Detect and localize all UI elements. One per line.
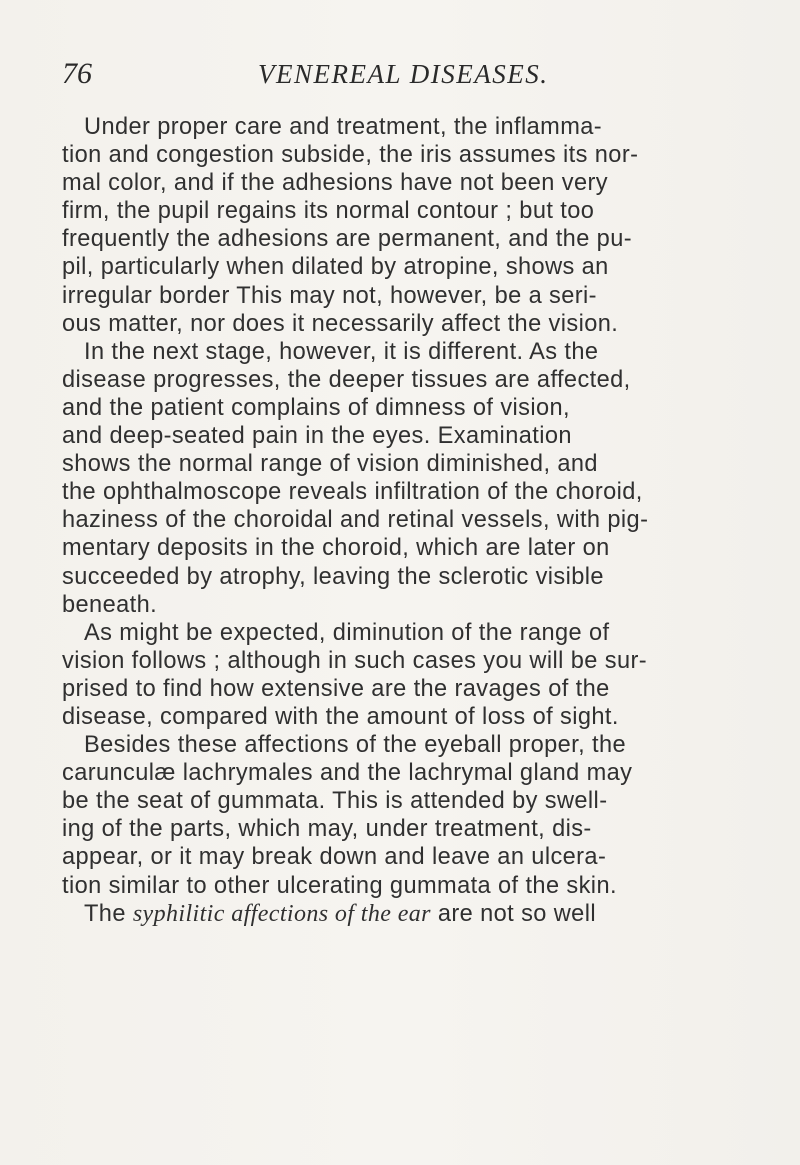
text-line: vision follows ; although in such cases you will be sur-: [62, 647, 647, 674]
text-line: be the seat of gummata. This is attended by swell-: [62, 788, 608, 815]
text-line: ing of the parts, which may, under treatment, dis-: [62, 816, 592, 843]
text-line: the ophthalmoscope reveals infiltration of the choroid,: [62, 479, 643, 506]
page-header: [62, 56, 762, 92]
text-line: mentary deposits in the choroid, which are later on: [62, 535, 610, 562]
italic-phrase: syphilitic affections of the ear: [132, 900, 431, 927]
text-line: In the next stage, however, it is different. As the: [84, 338, 599, 365]
text-line: ous matter, nor does it necessarily affect the vision.: [62, 310, 619, 337]
page-number: 76: [62, 57, 92, 90]
text-line: prised to find how extensive are the ravages of the: [62, 675, 610, 702]
text-line: and deep-seated pain in the eyes. Examination: [62, 423, 572, 450]
text-line: frequently the adhesions are permanent, and the pu-: [62, 226, 632, 253]
text-line: irregular border This may not, however, be a seri-: [62, 282, 597, 309]
text-line: mal color, and if the adhesions have not been very: [62, 170, 608, 197]
text-line: disease progresses, the deeper tissues are affected,: [62, 366, 631, 393]
running-head: VENEREAL DISEASES.: [258, 59, 549, 89]
text-line: and the patient complains of dimness of vision,: [62, 394, 570, 421]
text-line: succeeded by atrophy, leaving the sclerotic visible: [62, 563, 604, 590]
text-line: pil, particularly when dilated by atropine, shows an: [62, 254, 609, 281]
text-line: shows the normal range of vision diminished, and: [62, 451, 598, 478]
text-line: firm, the pupil regains its normal contour ; but too: [62, 198, 595, 225]
text-line: Under proper care and treatment, the inflamma-: [84, 114, 603, 140]
text-line: As might be expected, diminution of the range of: [84, 619, 610, 646]
last-line-tail: are not so well: [430, 900, 596, 927]
text-line: tion similar to other ulcerating gummata of the skin.: [62, 872, 617, 899]
text-line: disease, compared with the amount of loss of sight.: [62, 703, 619, 730]
text-line: carunculæ lachrymales and the lachrymal gland may: [62, 760, 633, 787]
text-line-last: [62, 900, 738, 928]
text-line: Besides these affections of the eyeball proper, the: [84, 732, 626, 759]
text-line: beneath.: [62, 591, 158, 618]
last-line-lead: The: [84, 900, 133, 927]
text-line: tion and congestion subside, the iris assumes its nor-: [62, 142, 639, 169]
body-text: [62, 113, 738, 928]
text-line: haziness of the choroidal and retinal vessels, with pig-: [62, 507, 649, 534]
text-line: appear, or it may break down and leave an ulcera-: [62, 844, 607, 871]
